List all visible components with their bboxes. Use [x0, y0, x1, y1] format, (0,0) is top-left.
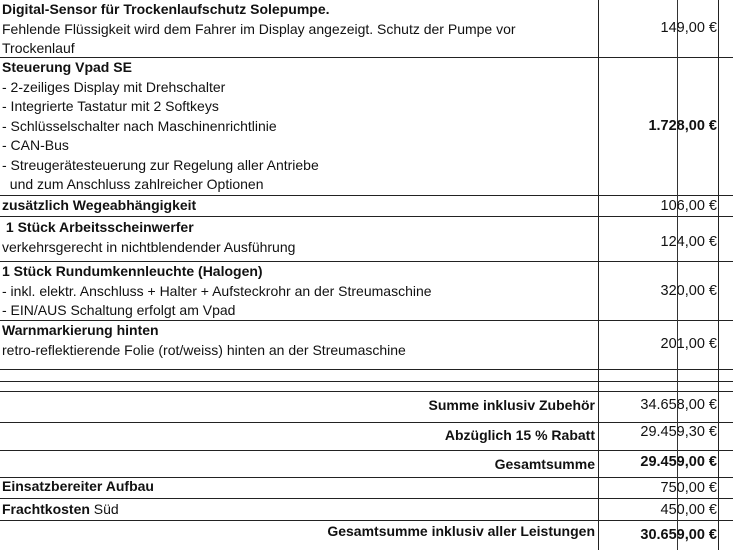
final-value: 30.659,00 € [640, 527, 717, 543]
row-divider [0, 216, 733, 217]
fracht-label-bold: Frachtkosten [2, 501, 90, 517]
item-line: - EIN/AUS Schaltung erfolgt am Vpad [2, 302, 236, 318]
rabatt-label: Abzüglich 15 % Rabatt [444, 427, 595, 443]
item-line: verkehrsgerecht in nichtblendender Ausführung [2, 238, 296, 255]
item-price: 320,00 € [660, 283, 717, 299]
item-price: 106,00 € [660, 198, 717, 214]
right-border [718, 0, 719, 550]
fracht-label-region: Süd [89, 501, 119, 517]
row-divider [0, 422, 733, 423]
item-title: Digital-Sensor für Trockenlaufschutz Solepumpe. [2, 1, 330, 17]
item-title: 1 Stück Arbeitsscheinwerfer [2, 219, 194, 235]
item-title: zusätzlich Wegeabhängigkeit [2, 197, 197, 213]
aufbau-value: 750,00 € [660, 480, 717, 496]
aufbau-label: Einsatzbereiter Aufbau [2, 478, 154, 494]
item-price: 201,00 € [660, 336, 717, 352]
row-divider [0, 450, 733, 451]
item-row [2, 218, 597, 257]
row-divider [0, 369, 733, 370]
column-divider [598, 0, 599, 550]
item-line: retro-reflektierende Folie (rot/weiss) hinten an der Streumaschine [2, 341, 406, 358]
item-row [2, 196, 597, 216]
item-price: 149,00 € [660, 20, 717, 36]
item-line: Trockenlauf [2, 40, 75, 56]
row-divider [0, 520, 733, 521]
item-title: Warnmarkierung hinten [2, 322, 159, 338]
item-title: 1 Stück Rundumkennleuchte (Halogen) [2, 263, 263, 279]
item-price: 1.728,00 € [648, 118, 717, 134]
rabatt-value: 29.459,30 € [640, 424, 717, 440]
item-line: - CAN-Bus [2, 137, 69, 153]
item-line: - Integrierte Tastatur mit 2 Softkeys [2, 98, 219, 114]
row-divider [0, 498, 733, 499]
final-label: Gesamtsumme inklusiv aller Leistungen [327, 523, 595, 539]
item-price: 124,00 € [660, 234, 717, 250]
summe-value: 34.658,00 € [640, 397, 717, 413]
fracht-label [2, 501, 119, 517]
gesamt-value: 29.459,00 € [640, 454, 717, 470]
fracht-value: 450,00 € [660, 502, 717, 518]
row-divider [0, 391, 733, 392]
item-row [2, 262, 597, 321]
item-line: - inkl. elektr. Anschluss + Halter + Aufsteckrohr an der Streumaschine [2, 282, 432, 299]
item-row [2, 321, 597, 360]
item-row [2, 0, 597, 59]
item-line: - Streugerätesteuerung zur Regelung aller Antriebe [2, 156, 319, 173]
row-divider [0, 381, 733, 382]
item-line: und zum Anschluss zahlreicher Optionen [2, 176, 264, 192]
item-line: Fehlende Flüssigkeit wird dem Fahrer im Display angezeigt. Schutz der Pumpe vor [2, 20, 516, 37]
item-title: Steuerung Vpad SE [2, 59, 132, 75]
item-line: - Schlüsselschalter nach Maschinenrichtlinie [2, 117, 277, 134]
item-line: - 2-zeiliges Display mit Drehschalter [2, 78, 226, 95]
gesamt-label: Gesamtsumme [494, 456, 595, 472]
summe-label: Summe inklusiv Zubehör [428, 397, 595, 413]
item-row [2, 58, 597, 195]
